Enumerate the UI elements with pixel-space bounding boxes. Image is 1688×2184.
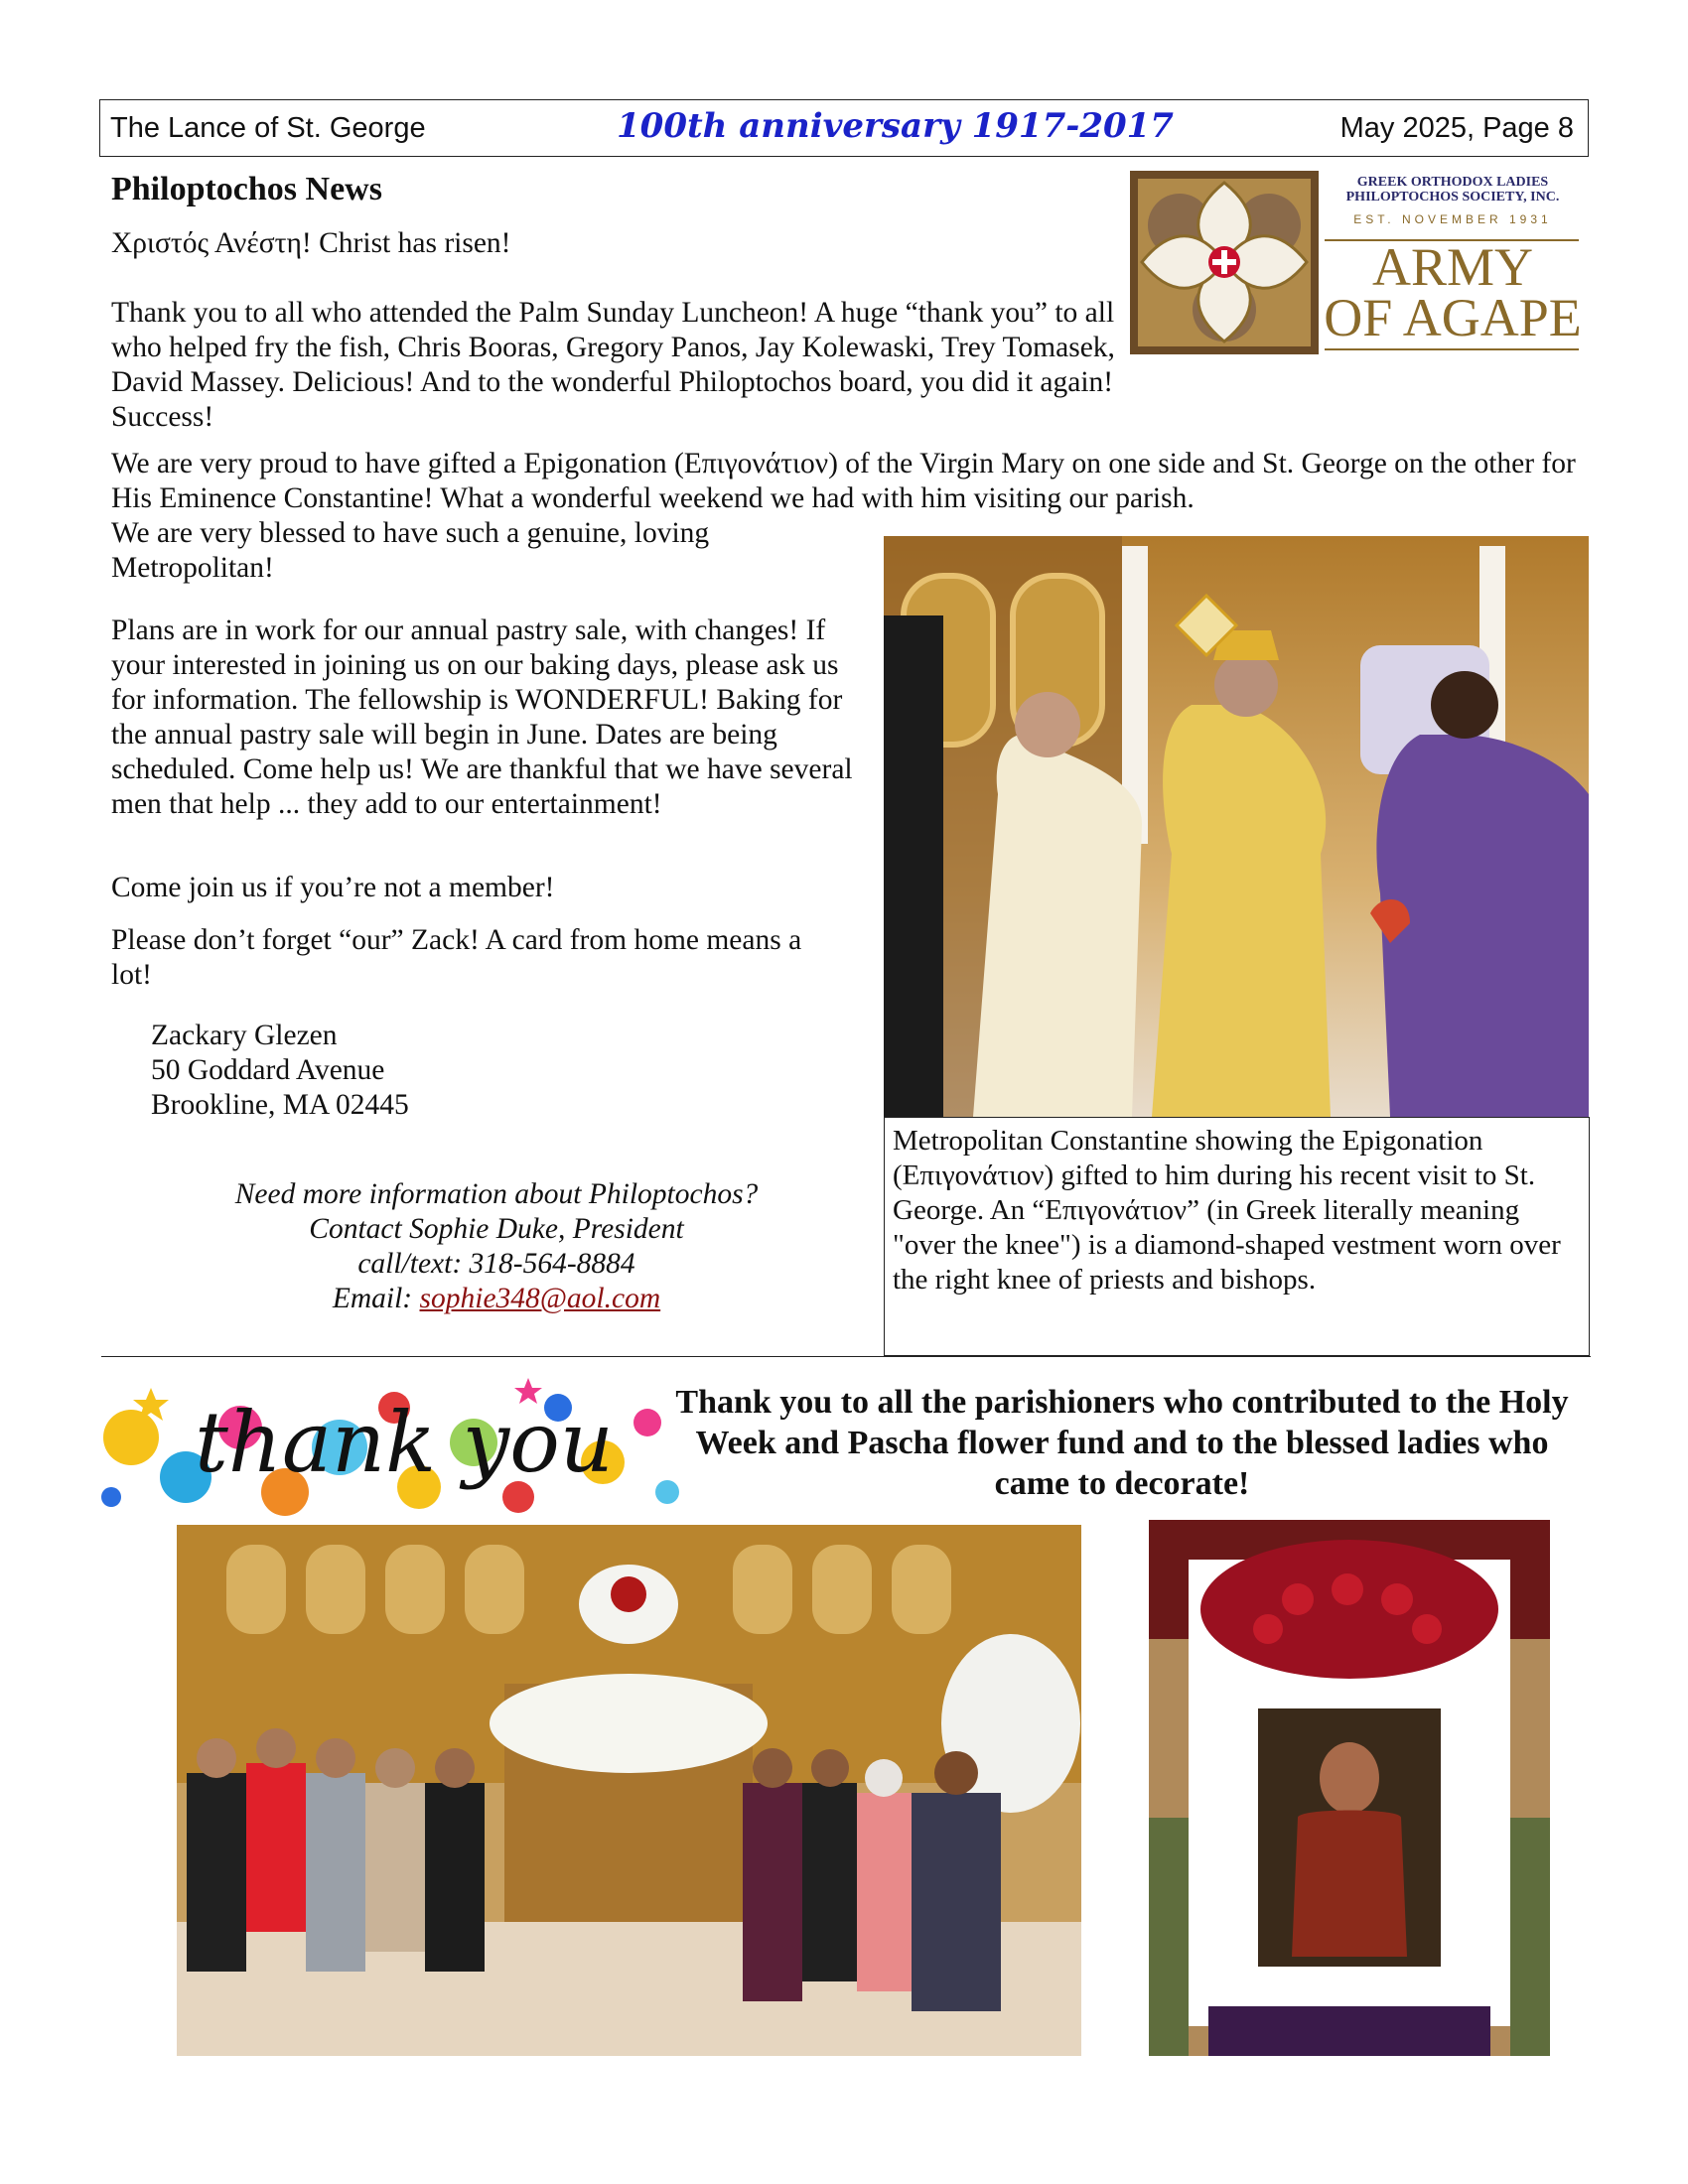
- photo-caption: Metropolitan Constantine showing the Epigonation (Επιγονάτιον) gifted to him during his recent visit to St. George. An “Επιγονάτιον” (in Greek literally meaning "over the knee") is a diamond-shaped vestment worn over the right knee of priests and bishops.: [893, 1125, 1561, 1296]
- address-line: 50 Goddard Avenue: [151, 1054, 385, 1086]
- paragraph-luncheon-text: Thank you to all who attended the Palm Sunday Luncheon! A huge “thank you” to all who helped fry the fish, Chris Booras, Gregory Panos, Jay Kolewaski, Trey Tomasek, David Massey. Delicious! And to the wonderful Philoptochos board, you did it again! Success!: [111, 297, 1115, 433]
- metropolitan-photo: [884, 536, 1589, 1117]
- contact-line: Need more information about Philoptochos?: [234, 1178, 759, 1210]
- address-line: Zackary Glezen: [151, 1020, 338, 1051]
- philoptochos-logo: [1130, 171, 1582, 354]
- article-title: Philoptochos News: [111, 171, 382, 207]
- logo-org-name: [1329, 175, 1577, 205]
- mailing-address: [151, 1019, 409, 1123]
- paragraph-epigonation: We are very proud to have gifted a Epigonation (Επιγονάτιον) of the Virgin Mary on one side and St. George on the other for His Eminence Constantine! What a wonderful weekend we had with him visiting our parish.: [111, 448, 1576, 514]
- ladies-group-photo: [177, 1525, 1081, 2056]
- address-line: Brookline, MA 02445: [151, 1089, 409, 1121]
- thank-you-message: Thank you to all the parishioners who contributed to the Holy Week and Pascha flower fund and to the blessed ladies who came to decorate!: [675, 1384, 1569, 1502]
- metropolitan-photo-image: [884, 536, 1589, 1117]
- contact-line: Contact Sophie Duke, President: [309, 1213, 684, 1245]
- thank-you-graphic: [91, 1368, 687, 1527]
- logo-agape: OF AGAPE: [1324, 288, 1582, 347]
- issue-page-label: May 2025, Page 8: [1339, 112, 1574, 144]
- paragraph-join: Come join us if you’re not a member!: [111, 872, 555, 903]
- email-label: Email:: [332, 1283, 420, 1314]
- photo-caption-box: [884, 1117, 1590, 1356]
- thank-you-script: thank you: [195, 1394, 614, 1491]
- logo-established: EST. NOVEMBER 1931: [1353, 212, 1552, 226]
- paragraph-blessed: We are very blessed to have such a genuine, loving Metropolitan!: [111, 517, 710, 584]
- ladies-group-photo-image: [177, 1525, 1081, 2056]
- email-link[interactable]: sophie348@aol.com: [419, 1283, 661, 1314]
- contact-info: [129, 1177, 864, 1316]
- anniversary-banner: 100th anniversary 1917-2017: [617, 106, 1174, 146]
- paragraph-pastry-sale: Plans are in work for our annual pastry sale, with changes! If your interested in joining us on our baking days, please ask us for information. The fellowship is WONDERFUL! Baking for the annual pastry sale will begin in June. Dates are being scheduled. Come help us! We are thankful that we have several men that help ... they add to our entertainment!: [111, 614, 853, 820]
- flower-icon-photo-image: [1149, 1520, 1550, 2056]
- contact-email-line: [129, 1282, 864, 1316]
- logo-org-line: GREEK ORTHODOX LADIES: [1356, 175, 1549, 190]
- greeting-text: Χριστός Ανέστη! Christ has risen!: [111, 227, 511, 259]
- flower-icon-photo: [1149, 1520, 1550, 2056]
- contact-phone: call/text: 318-564-8884: [357, 1248, 635, 1280]
- newsletter-header: [99, 99, 1589, 157]
- logo-org-line: PHILOPTOCHOS SOCIETY, INC.: [1345, 190, 1560, 205]
- logo-army: ARMY: [1371, 237, 1534, 297]
- newsletter-name: The Lance of St. George: [110, 112, 426, 144]
- paragraph-zack: Please don’t forget “our” Zack! A card from home means a lot!: [111, 924, 802, 991]
- section-divider: [101, 1356, 1591, 1357]
